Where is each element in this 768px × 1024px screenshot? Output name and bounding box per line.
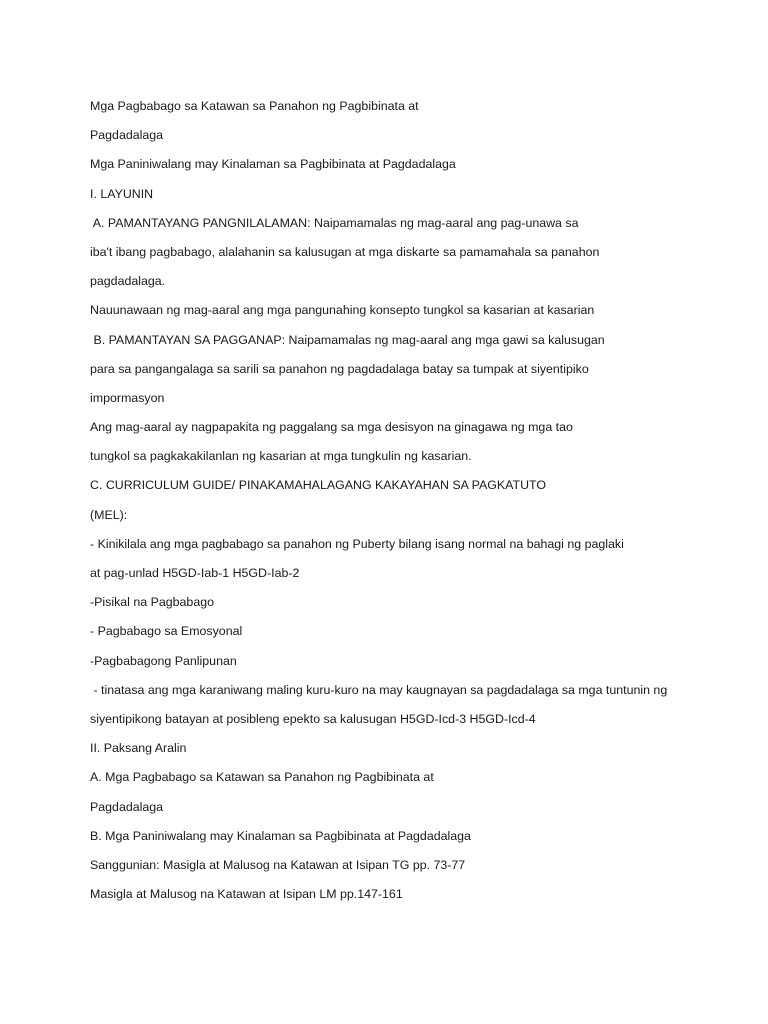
text-line: B. Mga Paniniwalang may Kinalaman sa Pagbibinata at Pagdadalaga <box>90 828 471 843</box>
section-heading-paksang-aralin: II. Paksang Aralin <box>90 741 187 756</box>
list-item: -Pisikal na Pagbabago <box>90 595 214 610</box>
reference-line: Masigla at Malusog na Katawan at Isipan LM pp.147-161 <box>90 887 403 902</box>
title-line-1: Mga Pagbabago sa Katawan sa Panahon ng Pagbibinata at <box>90 99 419 113</box>
list-item: - Pagbabago sa Emosyonal <box>90 624 243 639</box>
list-item: - Kinikilala ang mga pagbabago sa panahon ng Puberty bilang isang normal na bahagi ng paglaki <box>90 536 624 551</box>
text-line: pagdadalaga. <box>90 274 166 289</box>
subtitle-line: Mga Paniniwalang may Kinalaman sa Pagbibinata at Pagdadalaga <box>90 157 456 172</box>
text-line: tungkol sa pagkakakilanlan ng kasarian at mga tungkulin ng kasarian. <box>90 449 472 464</box>
text-line: Ang mag-aaral ay nagpapakita ng paggalang sa mga desisyon na ginagawa ng mga tao <box>90 420 573 435</box>
section-heading-layunin: I. LAYUNIN <box>90 186 154 201</box>
text-line: Pagdadalaga <box>90 799 164 814</box>
text-line: para sa pangangalaga sa sarili sa panahon ng pagdadalaga batay sa tumpak at siyentipiko <box>90 361 589 376</box>
text-line: impormasyon <box>90 390 165 405</box>
reference-line: Sanggunian: Masigla at Malusog na Katawan at Isipan TG pp. 73-77 <box>90 857 466 872</box>
list-item: - tinatasa ang mga karaniwang maling kuru-kuro na may kaugnayan sa pagdadalaga sa mga tuntunin ng <box>90 682 668 697</box>
text-line: (MEL): <box>90 507 128 522</box>
text-line: A. PAMANTAYANG PANGNILALAMAN: Naipamamalas ng mag-aaral ang pag-unawa sa <box>90 215 579 230</box>
text-line: C. CURRICULUM GUIDE/ PINAKAMAHALAGANG KAKAYAHAN SA PAGKATUTO <box>90 478 547 493</box>
document-body <box>90 92 730 909</box>
text-line: A. Mga Pagbabago sa Katawan sa Panahon ng Pagbibinata at <box>90 770 434 785</box>
text-line: iba't ibang pagbabago, alalahanin sa kalusugan at mga diskarte sa pamamahala sa panahon <box>90 244 600 259</box>
text-line: siyentipikong batayan at posibleng epekto sa kalusugan H5GD-Icd-3 H5GD-Icd-4 <box>90 711 536 726</box>
title-line-2: Pagdadalaga <box>90 128 164 143</box>
list-item: -Pagbabagong Panlipunan <box>90 653 237 668</box>
text-line: Nauunawaan ng mag-aaral ang mga pangunahing konsepto tungkol sa kasarian at kasarian <box>90 303 595 318</box>
text-line: B. PAMANTAYAN SA PAGGANAP: Naipamamalas ng mag-aaral ang mga gawi sa kalusugan <box>90 332 605 347</box>
text-line: at pag-unlad H5GD-Iab-1 H5GD-Iab-2 <box>90 566 300 580</box>
